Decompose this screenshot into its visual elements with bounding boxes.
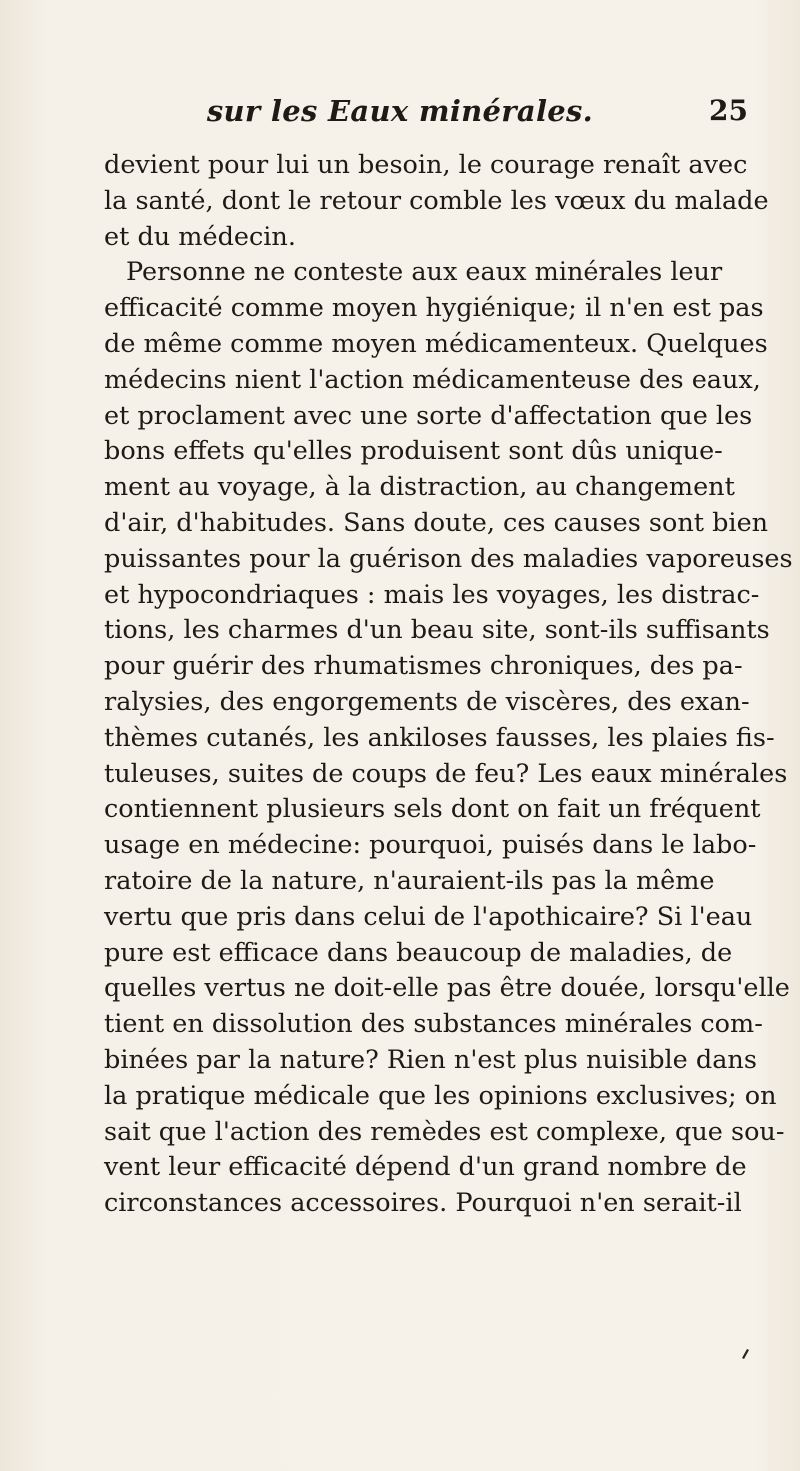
text-line-21: ratoire de la nature, n'auraient-ils pas la même [104, 865, 715, 896]
text-line-28: sait que l'action des remèdes est complexe, que sou- [104, 1116, 785, 1147]
text-line-16: ralysies, des engorgements de viscères, des exan- [104, 686, 750, 717]
text-line-11: d'air, d'habitudes. Sans doute, ces causes sont bien [104, 507, 769, 538]
ink-speck [740, 1348, 750, 1360]
text-line-23: pure est efficace dans beaucoup de maladies, de [104, 937, 733, 968]
running-title: sur les Eaux minérales. [206, 94, 594, 128]
text-line-9: bons effets qu'elles produisent sont dûs unique- [104, 436, 723, 467]
text-line-27: la pratique médicale que les opinions exclusives; on [104, 1080, 777, 1111]
text-line-17: thèmes cutanés, les ankiloses fausses, les plaies fis- [104, 722, 775, 753]
text-line-4: Personne ne conteste aux eaux minérales leur [126, 257, 723, 288]
text-line-13: et hypocondriaques : mais les voyages, les distrac- [104, 579, 760, 610]
text-line-10: ment au voyage, à la distraction, au changement [104, 472, 735, 503]
text-line-8: et proclament avec une sorte d'affectation que les [104, 400, 753, 431]
text-line-1: devient pour lui un besoin, le courage renaît avec [104, 150, 748, 180]
text-line-14: tions, les charmes d'un beau site, sont-ils suffisants [104, 615, 770, 646]
text-line-24: quelles vertus ne doit-elle pas être douée, lorsqu'elle [104, 973, 790, 1004]
text-line-15: pour guérir des rhumatismes chroniques, des pa- [104, 651, 743, 682]
text-line-25: tient en dissolution des substances minérales com- [104, 1009, 763, 1040]
text-line-7: médecins nient l'action médicamenteuse des eaux, [104, 364, 761, 395]
body-text [104, 148, 793, 1222]
text-line-12: puissantes pour la guérison des maladies vaporeuses [104, 543, 793, 574]
text-line-2: la santé, dont le retour comble les vœux du malade [104, 185, 769, 216]
text-line-29: vent leur efficacité dépend d'un grand nombre de [104, 1152, 747, 1183]
text-line-19: contiennent plusieurs sels dont on fait un fréquent [104, 794, 761, 825]
text-line-22: vertu que pris dans celui de l'apothicaire? Si l'eau [104, 901, 753, 932]
page-number: 25 [709, 94, 748, 127]
text-line-20: usage en médecine: pourquoi, puisés dans le labo- [104, 830, 757, 861]
text-line-5: efficacité comme moyen hygiénique; il n'en est pas [104, 293, 764, 324]
text-line-6: de même comme moyen médicamenteux. Quelques [104, 328, 768, 359]
text-line-30: circonstances accessoires. Pourquoi n'en serait-il [104, 1188, 742, 1219]
text-line-26: binées par la nature? Rien n'est plus nuisible dans [104, 1044, 757, 1075]
page-header [0, 94, 800, 144]
text-line-3: et du médecin. [104, 221, 296, 252]
text-line-18: tuleuses, suites de coups de feu? Les eaux minérales [104, 758, 788, 789]
